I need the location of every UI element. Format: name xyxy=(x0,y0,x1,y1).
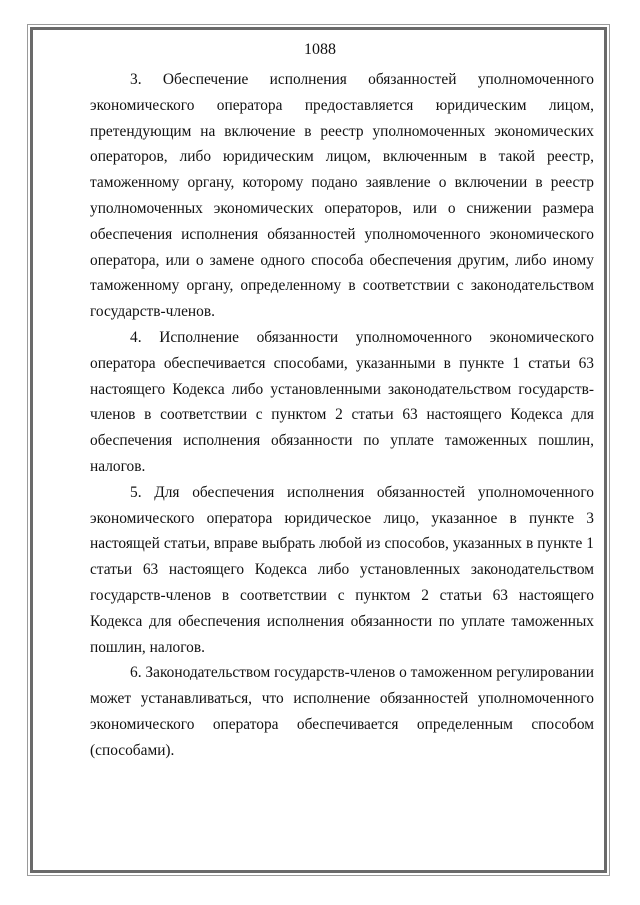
paragraph-6: 6. Законодательством государств-членов о таможенном регулировании может устанавливаться, что исполнение обязанностей уполномоченного экономического оператора обеспечивается определенным способом (способами). xyxy=(90,664,594,759)
page-number: 1088 xyxy=(304,41,336,58)
paragraph-3: 3. Обеспечение исполнения обязанностей уполномоченного экономического оператора предоставляется юридическим лицом, претендующим на включение в реестр уполномоченных экономических операторов, либо юридическим лицом, включенным в такой реестр, таможенному органу, которому подано заявление о включении в реестр уполномоченных экономических операторов, или о снижении размера обеспечения исполнения обязанностей уполномоченного экономического оператора, или о замене одного способа обеспечения другим, либо иному таможенному органу, определенному в соответствии с законодательством государств-членов. xyxy=(90,71,594,321)
paragraph-4: 4. Исполнение обязанности уполномоченного экономического оператора обеспечивается способами, указанными в пункте 1 статьи 63 настоящего Кодекса либо установленными законодательством государств-членов в соответствии с пунктом 2 статьи 63 настоящего Кодекса для обеспечения исполнения обязанности по уплате таможенных пошлин, налогов. xyxy=(90,328,594,475)
paragraph-5: 5. Для обеспечения исполнения обязанностей уполномоченного экономического оператора юридическое лицо, указанное в пункте 3 настоящей статьи, вправе выбрать любой из способов, указанных в пункте 1 статьи 63 настоящего Кодекса либо установленных законодательством государств-членов в соответствии с пунктом 2 статьи 63 настоящего Кодекса для обеспечения исполнения обязанности по уплате таможенных пошлин, налогов. xyxy=(90,483,594,656)
document-body xyxy=(90,67,594,764)
